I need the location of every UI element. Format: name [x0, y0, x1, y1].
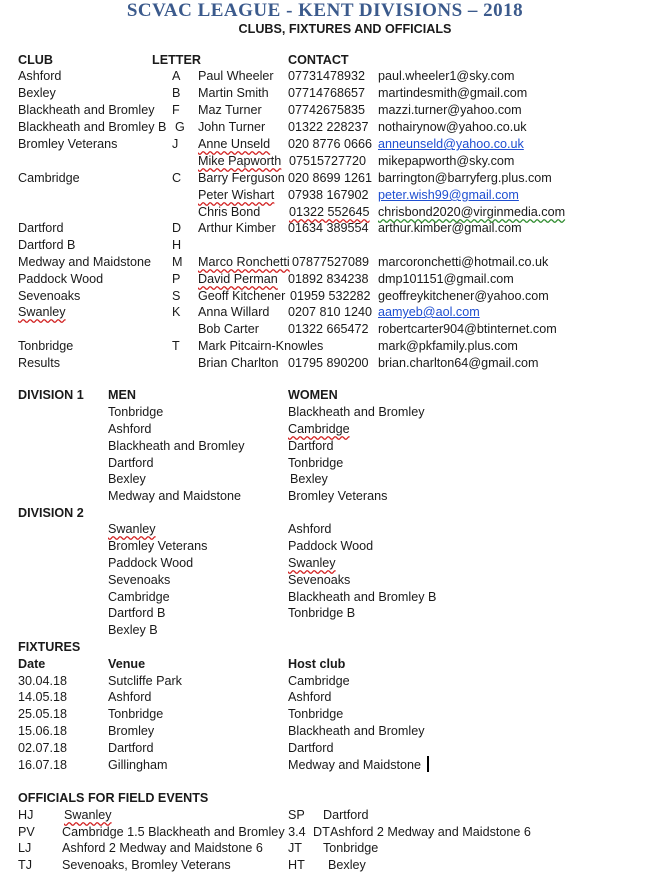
venue-header: Venue [108, 657, 146, 671]
division-1-men-team: Blackheath and Bromley [108, 439, 245, 453]
club-name: Cambridge [18, 171, 80, 185]
club-letter: H [172, 238, 182, 252]
contact-phone: 07742675835 [288, 103, 366, 117]
contact-phone: 01959 532282 [290, 289, 371, 303]
division-1-men-team: Dartford [108, 456, 154, 470]
host-club-header: Host club [288, 657, 346, 671]
contact-phone: 07515727720 [289, 154, 367, 168]
club-name: Dartford B [18, 238, 76, 252]
division-1-women-team: Blackheath and Bromley [288, 405, 425, 419]
contact-email: dmp101151@gmail.com [378, 272, 514, 286]
contact-column-header: CONTACT [288, 53, 349, 67]
division-2-women-team: Tonbridge B [288, 606, 356, 620]
contact-email: mikepapworth@sky.com [378, 154, 515, 168]
division-2-men-team: Dartford B [108, 606, 166, 620]
contact-email: chrisbond2020@virginmedia.com [378, 205, 566, 219]
contact-phone: 01322 552645 [289, 205, 370, 219]
club-name: Bromley Veterans [18, 137, 118, 151]
fixture-date: 25.05.18 [18, 707, 68, 721]
contact-phone: 07714768657 [288, 86, 366, 100]
contact-phone: 020 8699 1261 [288, 171, 373, 185]
official-clubs: Dartford [323, 808, 369, 822]
contact-phone: 01795 890200 [288, 356, 369, 370]
club-letter: G [175, 120, 185, 134]
division-1-men-team: Tonbridge [108, 405, 164, 419]
fixture-date: 16.07.18 [18, 758, 68, 772]
page-subtitle: CLUBS, FIXTURES AND OFFICIALS [238, 22, 452, 36]
contact-name: Brian Charlton [198, 356, 279, 370]
contact-email-link[interactable]: peter.wish99@gmail.com [378, 188, 519, 202]
contact-email: robertcarter904@btinternet.com [378, 322, 557, 336]
club-letter: C [172, 171, 182, 185]
division-1-women-team: Cambridge [288, 422, 350, 436]
contact-phone: 01322 228237 [288, 120, 369, 134]
contact-name: Barry Ferguson [198, 171, 285, 185]
contact-email: martindesmith@gmail.com [378, 86, 528, 100]
contact-email: marcoronchetti@hotmail.co.uk [378, 255, 549, 269]
contact-email: mazzi.turner@yahoo.com [378, 103, 522, 117]
official-event-code: HT [288, 858, 305, 872]
fixture-venue: Tonbridge [108, 707, 164, 721]
club-letter: B [172, 86, 181, 100]
division-2-men-team: Bromley Veterans [108, 539, 208, 553]
division-1-women-team: Tonbridge [288, 456, 344, 470]
contact-email: paul.wheeler1@sky.com [378, 69, 515, 83]
club-name: Blackheath and Bromley [18, 103, 155, 117]
division-1-men-team: Bexley [108, 472, 146, 486]
fixture-date: 14.05.18 [18, 690, 68, 704]
club-letter: T [172, 339, 180, 353]
club-name: Ashford [18, 69, 62, 83]
official-event-code: JT [288, 841, 302, 855]
official-clubs: Ashford 2 Medway and Maidstone 6 [330, 825, 531, 839]
club-letter: K [172, 305, 181, 319]
contact-phone: 01634 389554 [288, 221, 369, 235]
contact-email-link[interactable]: aamyeb@aol.com [378, 305, 480, 319]
division-2-women-team: Ashford [288, 522, 332, 536]
club-letter: P [172, 272, 181, 286]
contact-name: Maz Turner [198, 103, 262, 117]
contact-phone: 0207 810 1240 [288, 305, 373, 319]
club-letter: F [172, 103, 180, 117]
date-header: Date [18, 657, 46, 671]
contact-name: Anna Willard [198, 305, 270, 319]
division-1-women-team: Dartford [288, 439, 334, 453]
official-clubs: Bexley [328, 858, 366, 872]
fixture-venue: Dartford [108, 741, 154, 755]
contact-email: mark@pkfamily.plus.com [378, 339, 518, 353]
contact-name: Peter Wishart [198, 188, 275, 202]
official-event-code: LJ [18, 841, 32, 855]
fixture-date: 02.07.18 [18, 741, 68, 755]
text-cursor [427, 756, 429, 772]
club-name: Swanley [18, 305, 66, 319]
division-1-men-team: Ashford [108, 422, 152, 436]
contact-email: geoffreykitchener@yahoo.com [378, 289, 549, 303]
fixture-venue: Bromley [108, 724, 155, 738]
club-name: Paddock Wood [18, 272, 104, 286]
division-2-women-team: Swanley [288, 556, 336, 570]
contact-phone: 01892 834238 [288, 272, 369, 286]
division-2-men-team: Paddock Wood [108, 556, 194, 570]
club-name: Bexley [18, 86, 56, 100]
men-header: MEN [108, 388, 136, 402]
official-clubs: Tonbridge [323, 841, 379, 855]
division-1-women-team: Bexley [290, 472, 328, 486]
contact-email: arthur.kimber@gmail.com [378, 221, 522, 235]
division-2-label: DIVISION 2 [18, 506, 84, 520]
club-letter: M [172, 255, 183, 269]
club-letter: J [172, 137, 179, 151]
fixture-date: 15.06.18 [18, 724, 68, 738]
official-clubs: Ashford 2 Medway and Maidstone 6 [62, 841, 263, 855]
officials-label: OFFICIALS FOR FIELD EVENTS [18, 791, 209, 805]
division-2-men-team: Swanley [108, 522, 156, 536]
contact-name: John Turner [198, 120, 266, 134]
fixture-host: Dartford [288, 741, 334, 755]
contact-phone: 01322 665472 [288, 322, 369, 336]
club-name: Blackheath and Bromley B [18, 120, 167, 134]
contact-name: Bob Carter [198, 322, 259, 336]
fixture-date: 30.04.18 [18, 674, 68, 688]
contact-name: Chris Bond [198, 205, 261, 219]
contact-name: Arthur Kimber [198, 221, 276, 235]
official-event-code: HJ [18, 808, 34, 822]
fixture-host: Cambridge [288, 674, 350, 688]
club-name: Results [18, 356, 60, 370]
club-name: Dartford [18, 221, 64, 235]
fixture-host: Ashford [288, 690, 332, 704]
contact-email: barrington@barryferg.plus.com [378, 171, 552, 185]
official-clubs: Sevenoaks, Bromley Veterans [62, 858, 231, 872]
fixture-host: Tonbridge [288, 707, 344, 721]
contact-phone: 07938 167902 [288, 188, 369, 202]
fixtures-label: FIXTURES [18, 640, 81, 654]
club-name: Tonbridge [18, 339, 74, 353]
contact-name: Anne Unseld [198, 137, 271, 151]
division-2-men-team: Sevenoaks [108, 573, 171, 587]
club-letter: S [172, 289, 181, 303]
contact-name: Mike Papworth [198, 154, 282, 168]
division-2-men-team: Cambridge [108, 590, 170, 604]
official-clubs: Cambridge 1.5 Blackheath and Bromley 3.4 [62, 825, 306, 839]
contact-name: Marco Ronchetti [198, 255, 290, 269]
club-name: Medway and Maidstone [18, 255, 152, 269]
contact-phone: 07731478932 [288, 69, 366, 83]
contact-name: Mark Pitcairn-Knowles [198, 339, 324, 353]
club-letter: D [172, 221, 182, 235]
fixture-host: Blackheath and Bromley [288, 724, 425, 738]
official-event-code: DT [313, 825, 330, 839]
club-letter: A [172, 69, 181, 83]
fixture-host: Medway and Maidstone [288, 758, 422, 772]
contact-email: brian.charlton64@gmail.com [378, 356, 539, 370]
letter-column-header: LETTER [152, 53, 201, 67]
division-1-men-team: Medway and Maidstone [108, 489, 242, 503]
club-name: Sevenoaks [18, 289, 81, 303]
division-2-men-team: Bexley B [108, 623, 158, 637]
official-clubs: Swanley [64, 808, 112, 822]
contact-name: Martin Smith [198, 86, 269, 100]
division-2-women-team: Blackheath and Bromley B [288, 590, 437, 604]
contact-phone: 07877527089 [292, 255, 370, 269]
division-2-women-team: Sevenoaks [288, 573, 351, 587]
club-column-header: CLUB [18, 53, 53, 67]
official-event-code: SP [288, 808, 305, 822]
official-event-code: PV [18, 825, 35, 839]
fixture-venue: Sutcliffe Park [108, 674, 182, 688]
fixture-venue: Gillingham [108, 758, 168, 772]
contact-email: nothairynow@yahoo.co.uk [378, 120, 527, 134]
fixture-venue: Ashford [108, 690, 152, 704]
contact-name: Geoff Kitchener [198, 289, 286, 303]
contact-phone: 020 8776 0666 [288, 137, 373, 151]
contact-name: David Perman [198, 272, 278, 286]
division-1-women-team: Bromley Veterans [288, 489, 388, 503]
contact-email-link[interactable]: anneunseld@yahoo.co.uk [378, 137, 524, 151]
contact-name: Paul Wheeler [198, 69, 274, 83]
women-header: WOMEN [288, 388, 338, 402]
division-2-women-team: Paddock Wood [288, 539, 374, 553]
official-event-code: TJ [18, 858, 32, 872]
page-title: SCVAC LEAGUE - KENT DIVISIONS – 2018 [126, 0, 524, 21]
division-1-label: DIVISION 1 [18, 388, 84, 402]
